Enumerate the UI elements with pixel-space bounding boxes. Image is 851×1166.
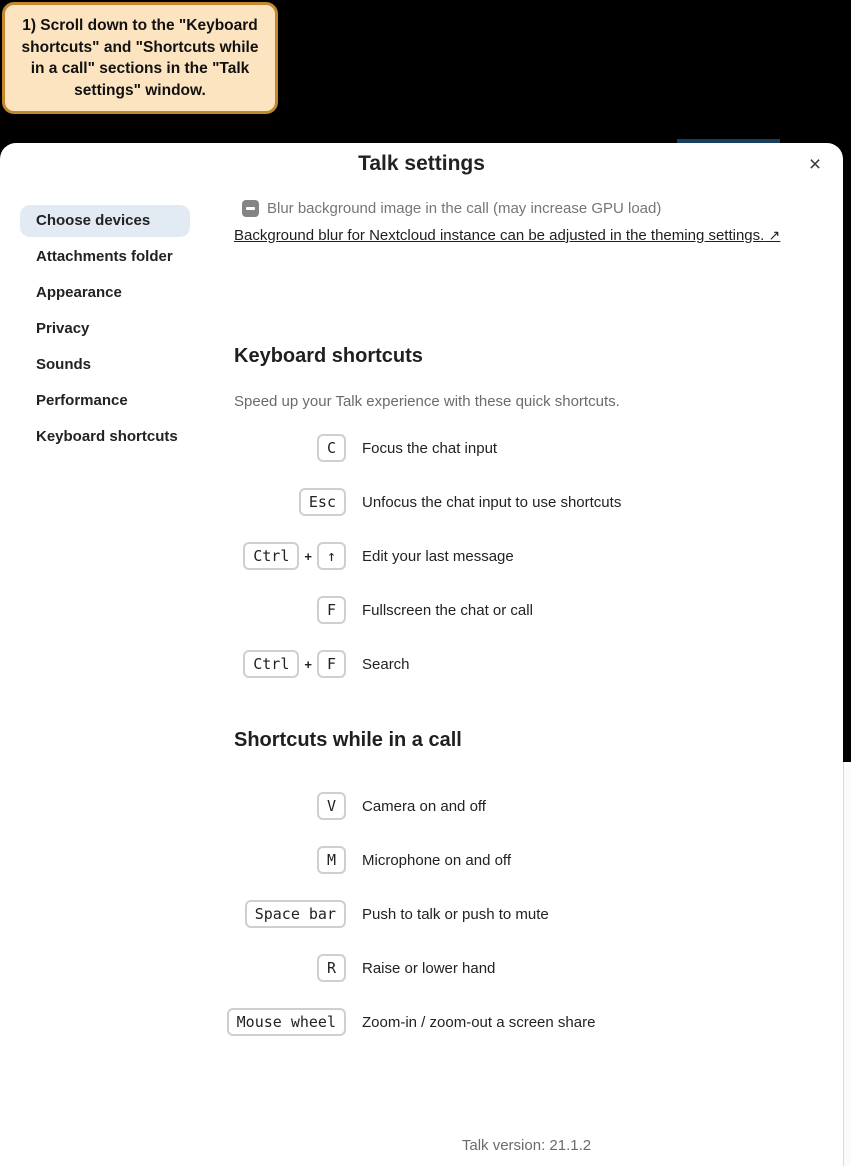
theming-settings-link[interactable] (234, 227, 780, 244)
shortcut-description: Microphone on and off (362, 851, 511, 869)
shortcut-description: Camera on and off (362, 797, 486, 815)
key-column (234, 791, 346, 821)
shortcut-row (234, 887, 819, 941)
shortcut-description: Focus the chat input (362, 439, 498, 457)
sidebar-item-performance[interactable]: Performance (36, 392, 128, 409)
key-group (317, 792, 346, 820)
theming-link-row (234, 227, 819, 245)
blur-checkbox-label: Blur background image in the call (may increase GPU load) (267, 199, 662, 217)
shortcut-list (234, 779, 819, 1049)
dialog-header (0, 143, 843, 189)
key-column (234, 649, 346, 679)
sidebar-item-attachments-folder[interactable]: Attachments folder (36, 248, 173, 265)
key-cap-ctrl: Ctrl (243, 650, 299, 678)
key-cap-space-bar: Space bar (245, 900, 346, 928)
dialog-body (0, 189, 843, 1154)
key-group (245, 900, 346, 928)
shortcut-row (234, 529, 819, 583)
key-group (243, 650, 346, 678)
shortcut-row (234, 941, 819, 995)
close-icon[interactable]: × (797, 147, 833, 183)
settings-content (214, 189, 843, 1154)
key-column (234, 433, 346, 463)
key-group (317, 596, 346, 624)
shortcut-row (234, 475, 819, 529)
key-group (317, 434, 346, 462)
external-link-icon: ↗ (768, 227, 781, 243)
sidebar-item-keyboard-shortcuts[interactable]: Keyboard shortcuts (36, 428, 178, 445)
blur-checkbox[interactable] (242, 200, 259, 217)
key-group (317, 954, 346, 982)
key-column (234, 1007, 346, 1037)
key-column (234, 953, 346, 983)
shortcut-list (234, 421, 819, 691)
key-cap-v: V (317, 792, 346, 820)
key-cap-f: F (317, 650, 346, 678)
instruction-annotation: 1) Scroll down to the "Keyboard shortcuts" and "Shortcuts while in a call" sections in the "Talk settings" window. (2, 2, 278, 114)
section-heading-keyboard-shortcuts: Keyboard shortcuts (234, 345, 423, 367)
key-cap-r: R (317, 954, 346, 982)
theming-link-text: Background blur for Nextcloud instance can be adjusted in the theming settings. (234, 227, 765, 244)
section-description: Speed up your Talk experience with these quick shortcuts. (234, 393, 620, 410)
shortcut-row (234, 637, 819, 691)
shortcut-description: Unfocus the chat input to use shortcuts (362, 493, 622, 511)
blur-background-row (242, 198, 819, 218)
shortcut-description: Fullscreen the chat or call (362, 601, 533, 619)
key-column (234, 899, 346, 929)
key-column (234, 595, 346, 625)
key-group (243, 542, 346, 570)
key-cap-ctrl: Ctrl (243, 542, 299, 570)
scrollbar-gutter[interactable] (843, 762, 851, 1166)
shortcut-row (234, 583, 819, 637)
shortcut-row (234, 421, 819, 475)
shortcut-row (234, 995, 819, 1049)
shortcut-description: Edit your last message (362, 547, 514, 565)
key-column (234, 845, 346, 875)
sidebar-item-choose-devices[interactable]: Choose devices (20, 205, 190, 237)
shortcut-description: Zoom-in / zoom-out a screen share (362, 1013, 596, 1031)
shortcut-sections (234, 342, 819, 1049)
shortcut-row (234, 833, 819, 887)
key-cap-f: F (317, 596, 346, 624)
key-cap-m: M (317, 846, 346, 874)
sidebar-item-sounds[interactable]: Sounds (36, 356, 91, 373)
plus-separator: + (304, 548, 312, 564)
sidebar-item-privacy[interactable]: Privacy (36, 320, 90, 337)
key-cap-mouse-wheel: Mouse wheel (227, 1008, 346, 1036)
shortcut-description: Search (362, 655, 410, 673)
talk-version: Talk version: 21.1.2 (461, 1137, 592, 1154)
indeterminate-minus-icon (246, 207, 255, 210)
talk-settings-dialog (0, 143, 843, 1166)
key-cap-: ↑ (317, 542, 346, 570)
key-column (234, 487, 346, 517)
key-group (317, 846, 346, 874)
key-group (227, 1008, 346, 1036)
key-group (299, 488, 346, 516)
sidebar-item-appearance[interactable]: Appearance (36, 284, 122, 301)
shortcut-row (234, 779, 819, 833)
dialog-title: Talk settings (358, 152, 485, 175)
shortcut-description: Push to talk or push to mute (362, 905, 549, 923)
plus-separator: + (304, 656, 312, 672)
key-column (234, 541, 346, 571)
key-cap-esc: Esc (299, 488, 346, 516)
shortcut-description: Raise or lower hand (362, 959, 496, 977)
settings-nav (0, 189, 214, 1154)
section-heading-shortcuts-while-in-a-call: Shortcuts while in a call (234, 729, 462, 751)
key-cap-c: C (317, 434, 346, 462)
